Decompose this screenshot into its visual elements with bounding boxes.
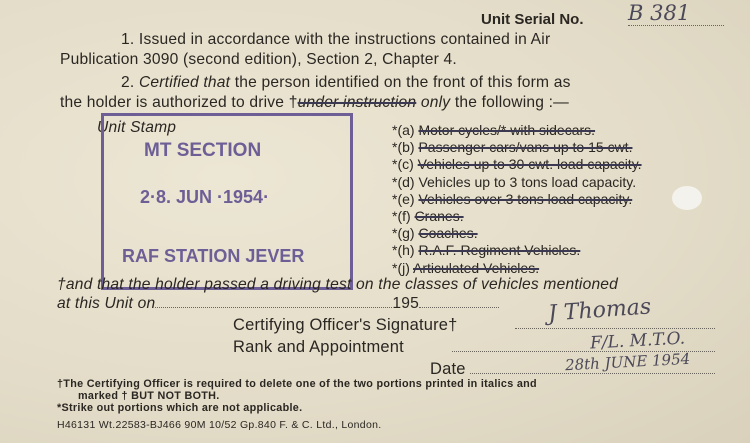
vehicle-class-item: *(f) Cranes. [392, 207, 464, 224]
para2-line1 [121, 74, 571, 92]
vehicle-class-item: *(g) Coaches. [392, 225, 478, 242]
para1-line2: Publication 3090 (second edition), Section 2, Chapter 4. [60, 51, 457, 68]
date-label: Date [430, 360, 466, 378]
stamp-station: RAF STATION JEVER [122, 246, 305, 266]
note-line3: *Strike out portions which are not applicable. [57, 402, 303, 414]
handwritten-signature: J Thomas [547, 294, 652, 327]
stamp-section: MT SECTION [144, 140, 262, 161]
note-line2: marked † BUT NOT BOTH. [78, 390, 220, 402]
para2-number: 2. [121, 74, 135, 91]
vehicle-class-item: *(b) Passenger cars/vans up to 15 cwt. [392, 139, 633, 156]
under-instruction-text: under instruction [297, 94, 417, 111]
note-line1: †The Certifying Officer is required to delete one of the two portions printed in italics and [57, 378, 537, 390]
rank-label: Rank and Appointment [233, 338, 404, 356]
para2-line2-end: the following :— [454, 94, 569, 111]
para2-line2-a: the holder is authorized to drive [60, 94, 285, 111]
print-footer: H46131 Wt.22583-BJ466 90M 10/52 Gp.840 F. & C. Ltd., London. [57, 419, 382, 431]
vehicle-class-item: *(e) Vehicles over 3 tons load capacity. [392, 190, 633, 207]
year-prefix: 195 [392, 295, 419, 312]
unit-stamp [101, 113, 353, 290]
vehicle-class-list [392, 122, 642, 277]
date-value: 28th JUNE 1954 [564, 349, 691, 375]
dagger-mark: † [288, 94, 298, 111]
paper-blemish [672, 186, 702, 210]
rank-value: F/L. M.T.O. [589, 328, 686, 354]
certified-text: Certified that [138, 74, 231, 91]
vehicle-class-item: *(h) R.A.F. Regiment Vehicles. [392, 242, 581, 259]
vehicle-class-item: *(j) Articulated Vehicles. [392, 259, 540, 276]
para2-line2 [60, 94, 569, 112]
para1-line1: 1. Issued in accordance with the instructions contained in Air [121, 31, 551, 48]
serial-label: Unit Serial No. [481, 11, 584, 28]
test-date-field [155, 295, 392, 308]
serial-number: B 381 [628, 1, 724, 26]
vehicle-class-item: *(d) Vehicles up to 3 tons load capacity. [392, 173, 637, 190]
passed-line1: †and that the holder passed a driving test on the classes of vehicles mentioned [57, 276, 619, 293]
signature-label: Certifying Officer's Signature† [233, 316, 458, 334]
passed-line2-text: at this Unit on [57, 295, 156, 312]
para2-line1-rest: the person identified on the front of this form as [234, 74, 571, 91]
unit-stamp-label: Unit Stamp [97, 119, 177, 136]
year-field [419, 295, 499, 308]
stamp-date: 2·8. JUN ·1954· [140, 187, 270, 207]
vehicle-class-item: *(a) Motor cycles/* with sidecars. [392, 122, 596, 138]
only-text: only [420, 94, 451, 111]
signature-line [515, 327, 715, 329]
vehicle-class-item: *(c) Vehicles up to 30 cwt. load capacity. [392, 156, 642, 173]
passed-line2 [57, 295, 499, 313]
